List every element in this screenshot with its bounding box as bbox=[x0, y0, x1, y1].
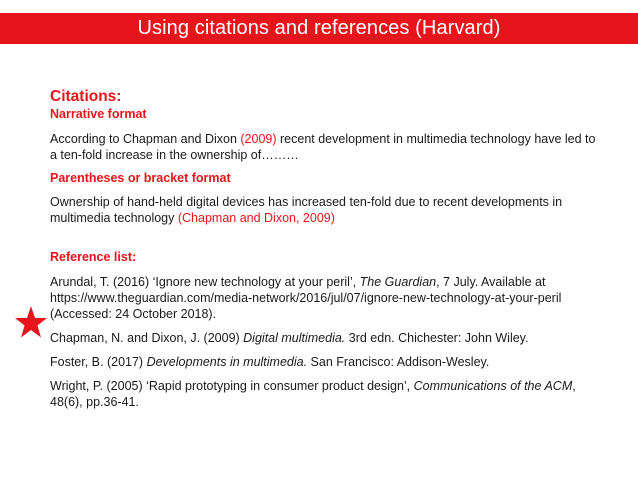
reference-item-chapman bbox=[50, 330, 600, 346]
narrative-citation-year: (2009) bbox=[240, 132, 277, 146]
reference-text: , 7 July. Available at https://www.theguardian.com/media-network/2016/jul/07/ignore-new-technology-at-your-peril (Accessed: 24 October 2018). bbox=[50, 275, 562, 321]
reference-text: Arundal, T. (2016) ‘Ignore new technology at your peril’, bbox=[50, 275, 360, 289]
parentheses-citation: (Chapman and Dixon, 2009) bbox=[177, 211, 335, 225]
reference-italic: Communications of the ACM bbox=[413, 379, 573, 393]
reference-list-heading: Reference list: bbox=[50, 250, 137, 264]
narrative-text-after: recent development in multimedia technology have led to a ten-fold increase in the ownership of……… bbox=[50, 132, 596, 162]
reference-italic: Digital multimedia. bbox=[243, 331, 346, 345]
star-icon bbox=[14, 305, 48, 339]
narrative-format-heading: Narrative format bbox=[50, 107, 147, 121]
reference-text: , 48(6), pp.36-41. bbox=[50, 379, 576, 409]
reference-item-wright bbox=[50, 378, 600, 410]
reference-text: San Francisco: Addison-Wesley. bbox=[307, 355, 490, 369]
slide-content bbox=[50, 88, 600, 410]
reference-italic: The Guardian bbox=[359, 275, 437, 289]
narrative-text-before: According to Chapman and Dixon bbox=[50, 132, 241, 146]
citations-heading: Citations: bbox=[50, 88, 122, 105]
parentheses-format-heading: Parentheses or bracket format bbox=[50, 171, 231, 185]
reference-italic: Developments in multimedia. bbox=[146, 355, 308, 369]
reference-text: Foster, B. (2017) bbox=[50, 355, 147, 369]
slide-title: Using citations and references (Harvard) bbox=[0, 13, 638, 44]
parentheses-text-before: Ownership of hand-held digital devices has increased ten-fold due to recent developments in multimedia technology bbox=[50, 195, 563, 225]
reference-text: Wright, P. (2005) ‘Rapid prototyping in consumer product design’, bbox=[50, 379, 414, 393]
parentheses-example bbox=[50, 194, 600, 226]
reference-text: Chapman, N. and Dixon, J. (2009) bbox=[50, 331, 244, 345]
reference-item-arundal bbox=[50, 274, 600, 322]
narrative-example bbox=[50, 131, 600, 163]
reference-text: 3rd edn. Chichester: John Wiley. bbox=[345, 331, 529, 345]
reference-item-foster bbox=[50, 354, 600, 370]
